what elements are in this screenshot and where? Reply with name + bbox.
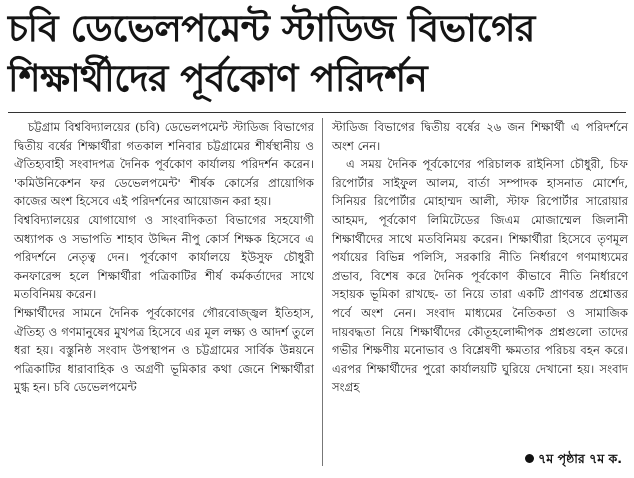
headline: [8, 4, 626, 104]
headline-line-2: শিক্ষার্থীদের পূর্বকোণ পরিদর্শন: [8, 57, 428, 100]
continuation-note: [525, 451, 622, 471]
article-paragraph: বিশ্ববিদ্যালয়ের যোগাযোগ ও সাংবাদিকতা বিভাগের সহযোগী অধ্যাপক ও সভাপতি শাহাব উদ্দিন নীপু কোর্স শিক্ষক হিসেবে এ পরিদর্শনে নেতৃত্ব দেন। পূর্বকোণ কার্যালয়ে ইউসুফ চৌধুরী কনফারেন্স হলে শিক্ষার্থীরা পত্রিকাটির শীর্ষ কর্মকর্তাদের সাথে মতবিনিময় করেন।: [14, 212, 314, 302]
article-column-right: [332, 118, 628, 397]
article-paragraph: এ সময় দৈনিক পূর্বকোণের পরিচালক রাইনিসা চৌধুরী, চিফ রিপোর্টার সাইফুল আলম, বার্তা সম্পাদক হাসনাত মোর্শেদ, সিনিয়র রিপোর্টার মোহাম্মদ আলী, স্টাফ রিপোর্টার সারোয়ার আহমদ, পূর্বকোণ লিমিটেডের জিএম মোজাম্মেল জিলানী শিক্ষার্থীদের সাথে মতবিনিময় করেন। শিক্ষার্থীরা হিসেবে তৃণমূল পর্যায়ের বিভিন্ন পলিসি, সরকারি নীতি নির্ধারণে গণমাধ্যমের প্রভাব, বিশেষ করে দৈনিক পূর্বকোণ কীভাবে নীতি নির্ধারণে সহায়ক ভূমিকা রাখছে- তা নিয়ে তারা একটি প্রাণবন্ত প্রশ্নোত্তর পর্বে অংশ নেন। সংবাদ মাধ্যমের নৈতিকতা ও সামাজিক দায়বদ্ধতা নিয়ে শিক্ষার্থীদের কৌতূহলোদ্দীপক প্রশ্নগুলো তাদের গভীর শিক্ষণীয় মনোভাব ও বিশ্লেষণী ক্ষমতার পরিচয় বহন করে। এরপর শিক্ষার্থীদের পুরো কার্যালয়টি ঘুরিয়ে দেখানো হয়। সংবাদ সংগ্রহ: [332, 157, 628, 395]
continuation-text: ৭ম পৃষ্ঠার ৭ম ক.: [538, 451, 622, 466]
article-column-left: [14, 118, 314, 397]
bullet-icon: [525, 454, 534, 463]
article-paragraph: স্টাডিজ বিভাগের দ্বিতীয় বর্ষের ২৬ জন শিক্ষার্থী এ পরিদর্শনে অংশ নেন।: [332, 120, 628, 153]
headline-line-1: চবি ডেভেলপমেন্ট স্টাডিজ বিভাগের: [8, 7, 535, 50]
article-paragraph: চট্টগ্রাম বিশ্ববিদ্যালয়ের (চবি) ডেভেলপমেন্ট স্টাডিজ বিভাগের দ্বিতীয় বর্ষের শিক্ষার্থীরা গতকাল শনিবার চট্টগ্রামের শীর্ষস্থানীয় ও ঐতিহ্যবাহী সংবাদপত্র দৈনিক পূর্বকোণ কার্যালয় পরিদর্শন করেন। 'কমিউনিকেশন ফর ডেভেলপমেন্ট' শীর্ষক কোর্সের প্রায়োগিক কাজের অংশ হিসেবে এই পরিদর্শনের আয়োজন করা হয়।: [14, 120, 314, 209]
column-divider: [322, 118, 323, 466]
article-paragraph: শিক্ষার্থীদের সামনে দৈনিক পূর্বকোণের গৌরবোজ্জ্বল ইতিহাস, ঐতিহ্য ও গণমানুষের মুখপত্র হিসেবে এর মূল লক্ষ্য ও আদর্শ তুলে ধরা হয়। বস্তুনিষ্ঠ সংবাদ উপস্থাপন ও চট্টগ্রামের সার্বিক উন্নয়নে পত্রিকাটির ধারাবাহিক ও অগ্রণী ভূমিকার কথা জেনে শিক্ষার্থীরা মুগ্ধ হন। চবি ডেভেলপমেন্ট: [14, 305, 314, 395]
headline-rule: [8, 112, 626, 113]
